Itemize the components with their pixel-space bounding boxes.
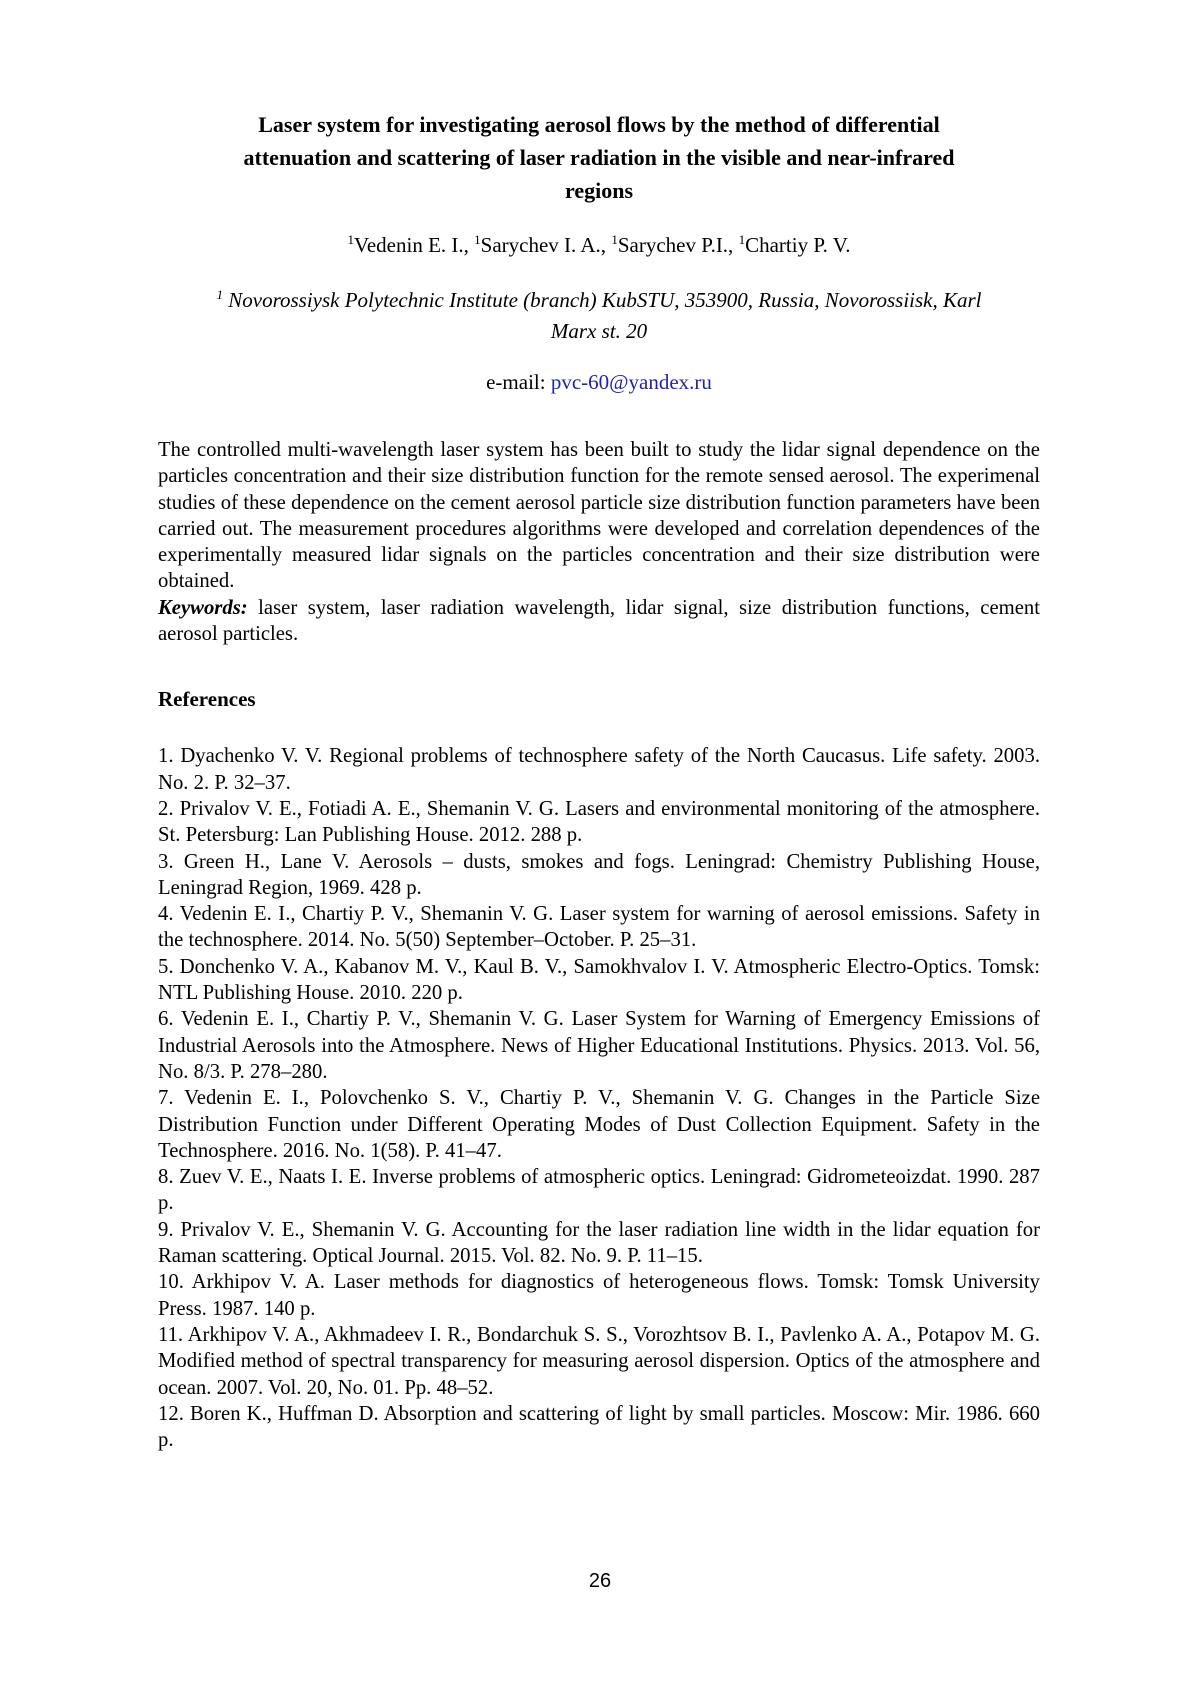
reference-item: 5. Donchenko V. A., Kabanov M. V., Kaul B. V., Samokhvalov I. V. Atmospheric Electro-Optics. Tomsk: NTL Publishing House. 2010. 220 p.: [158, 955, 1040, 1005]
reference-item: 11. Arkhipov V. A., Akhmadeev I. R., Bondarchuk S. S., Vorozhtsov B. I., Pavlenko A. A., Potapov M. G. Modified method of spectral transparency for measuring aerosol dispersion. Optics of the atmosphere and ocean. 2007. Vol. 20, No. 01. Pp. 48–52.: [158, 1323, 1040, 1399]
reference-item: 7. Vedenin E. I., Polovchenko S. V., Chartiy P. V., Shemanin V. G. Changes in the Particle Size Distribution Function under Different Operating Modes of Dust Collection Equipment. Safety in the Technosphere. 2016. No. 1(58). P. 41–47.: [158, 1087, 1040, 1162]
author-superscript: 1: [474, 232, 481, 247]
reference-item: 2. Privalov V. E., Fotiadi A. E., Shemanin V. G. Lasers and environmental monitoring of the atmosphere. St. Petersburg: Lan Publishing House. 2012. 288 p.: [158, 797, 1040, 847]
reference-item: 12. Boren K., Huffman D. Absorption and scattering of light by small particles. Moscow: Mir. 1986. 660 p.: [158, 1402, 1040, 1452]
keywords-paragraph: [158, 595, 1040, 648]
keywords-label: Keywords:: [158, 596, 248, 619]
references-heading: References: [158, 687, 256, 712]
references-list: [158, 743, 1040, 1453]
affiliation-superscript: 1: [216, 287, 224, 302]
reference-item: 3. Green H., Lane V. Aerosols – dusts, smokes and fogs. Leningrad: Chemistry Publishing House, Leningrad Region, 1969. 428 p.: [158, 850, 1040, 899]
reference-item: 8. Zuev V. E., Naats I. E. Inverse problems of atmospheric optics. Leningrad: Gidrometeoizdat. 1990. 287 p.: [158, 1166, 1040, 1215]
reference-item: 1. Dyachenko V. V. Regional problems of technosphere safety of the North Caucasus. Life safety. 2003. No. 2. P. 32–37.: [158, 745, 1040, 794]
page-number: 26: [588, 1570, 612, 1592]
reference-item: 9. Privalov V. E., Shemanin V. G. Accounting for the laser radiation line width in the lidar equation for Raman scattering. Optical Journal. 2015. Vol. 82. No. 9. P. 11–15.: [158, 1218, 1040, 1268]
keywords-text: laser system, laser radiation wavelength, lidar signal, size distribution functions, cement aerosol particles.: [158, 596, 1040, 646]
affiliation-text: Novorossiysk Polytechnic Institute (branch) KubSTU, 353900, Russia, Novorossiisk, Karl Marx st. 20: [228, 288, 982, 343]
page-content: [158, 0, 1040, 1453]
authors-line: $^1$Vedenin E. I., $^1$Sarychev I. A., $^1$Sarychev P.I., $^1$Chartiy P. V.: [347, 232, 851, 257]
author-superscript: 1: [347, 232, 355, 247]
author-superscript: 1: [611, 232, 618, 247]
reference-item: 10. Arkhipov V. A. Laser methods for diagnostics of heterogeneous flows. Tomsk: Tomsk University Press. 1987. 140 p.: [158, 1271, 1040, 1320]
paper-title: Laser system for investigating aerosol flows by the method of differential attenuation and scattering of laser radiation in the visible and near-infrared regions: [243, 112, 955, 203]
abstract-paragraph: The controlled multi-wavelength laser system has been built to study the lidar signal dependence on the particles concentration and their size distribution function for the remote sensed aerosol. The experimenal studies of these dependence on the cement aerosol particle size distribution function parameters have been carried out. The measurement procedures algorithms were developed and correlation dependences of the experimentally measured lidar signals on the particles concentration and their size distribution were obtained.: [158, 439, 1040, 593]
email-label: e-mail:: [486, 370, 551, 394]
affiliation-line: [194, 285, 1004, 347]
email-line: [158, 369, 1040, 395]
reference-item: 6. Vedenin E. I., Chartiy P. V., Shemanin V. G. Laser System for Warning of Emergency Emissions of Industrial Aerosols into the Atmosphere. News of Higher Educational Institutions. Physics. 2013. Vol. 56, No. 8/3. P. 278–280.: [158, 1008, 1040, 1083]
email-link[interactable]: pvc-60@yandex.ru: [550, 370, 712, 394]
author-superscript: 1: [738, 232, 746, 247]
reference-item: 4. Vedenin E. I., Chartiy P. V., Shemanin V. G. Laser system for warning of aerosol emissions. Safety in the technosphere. 2014. No. 5(50) September–October. P. 25–31.: [158, 903, 1040, 952]
